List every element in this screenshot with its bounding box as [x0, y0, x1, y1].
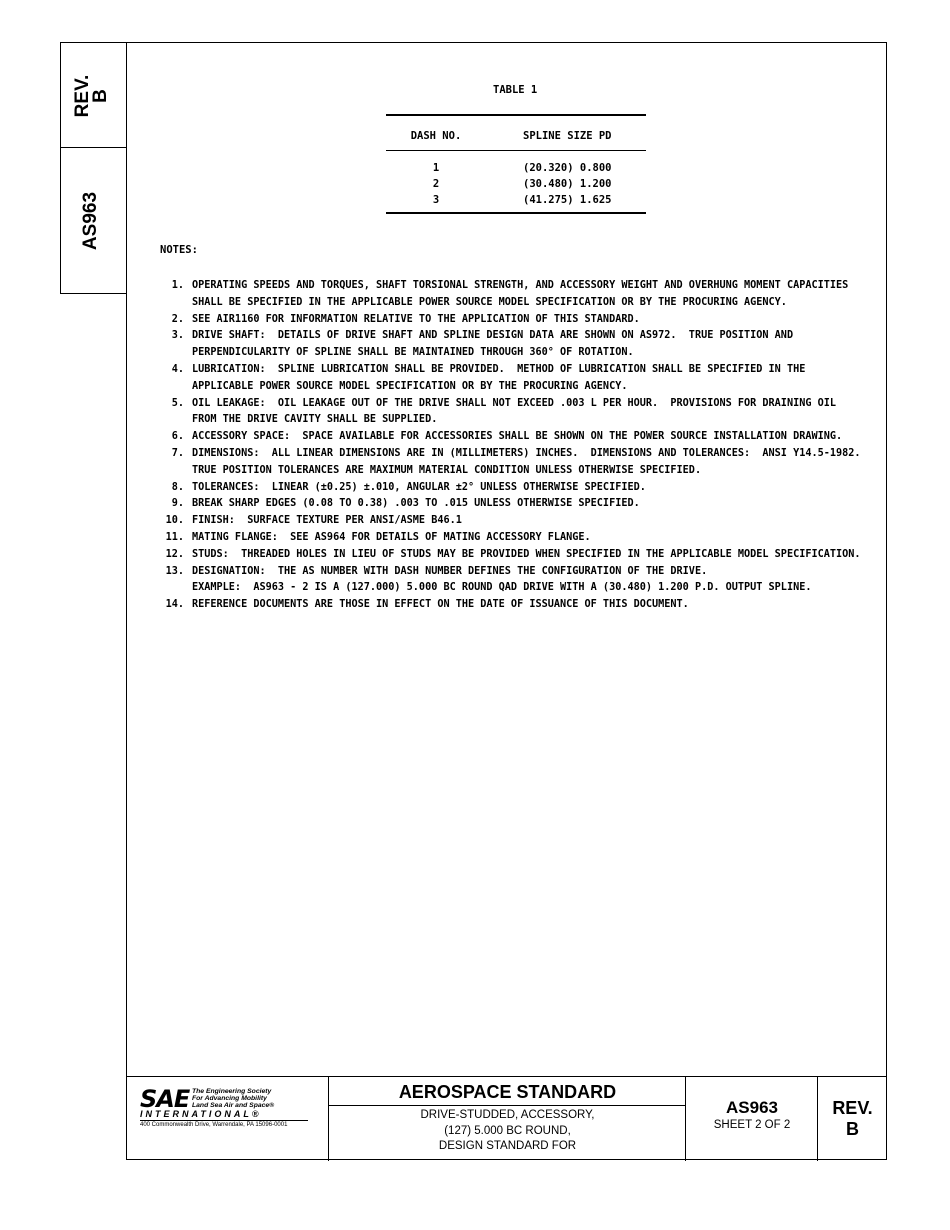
note-number: 2. — [171, 313, 184, 325]
note-text: DRIVE SHAFT: DETAILS OF DRIVE SHAFT AND SPLINE DESIGN DATA ARE SHOWN ON AS972. TRUE POSITION AND PERPENDICULARITY OF SPLINE SHALL BE MAINTAINED THROUGH 360° OF ROTATION. — [192, 330, 800, 359]
description-line: DESIGN STANDARD FOR — [438, 1140, 577, 1152]
note-number: 4. — [171, 363, 184, 375]
note-item — [154, 396, 864, 430]
notes-heading: NOTES: — [160, 244, 198, 256]
note-text: ACCESSORY SPACE: SPACE AVAILABLE FOR ACCESSORIES SHALL BE SHOWN ON THE POWER SOURCE INSTALLATION DRAWING. — [192, 431, 843, 443]
notes-list — [154, 278, 873, 614]
note-item — [154, 530, 864, 547]
note-number: 7. — [171, 447, 184, 459]
note-text: SEE AIR1160 FOR INFORMATION RELATIVE TO THE APPLICATION OF THIS STANDARD. — [192, 313, 640, 325]
sae-logo-mark: SAE — [140, 1085, 190, 1113]
note-text: OPERATING SPEEDS AND TORQUES, SHAFT TORSIONAL STRENGTH, AND ACCESSORY WEIGHT AND OVERHUNG MOMENT CAPACITIES SHALL BE SPECIFIED IN THE APPLICABLE POWER SOURCE MODEL SPECIFICATION OR BY THE PROCURING AGENCY. — [192, 280, 855, 308]
table-body — [386, 151, 646, 212]
dash-no-cell: 2 — [432, 178, 440, 190]
sae-international: INTERNATIONAL® — [140, 1109, 262, 1119]
standard-description — [329, 1108, 686, 1155]
note-item — [154, 362, 864, 396]
note-text: DESIGNATION: THE AS NUMBER WITH DASH NUMBER DEFINES THE CONFIGURATION OF THE DRIVE. EXAMPLE: AS963 - 2 IS A (127.000) 5.000 BC ROUND QAD DRIVE WITH A (30.480) 1.200 P.D. OUTPUT SPLINE. — [192, 565, 812, 594]
note-number: 10. — [165, 515, 184, 527]
note-text: BREAK SHARP EDGES (0.08 TO 0.38) .003 TO .015 UNLESS OTHERWISE SPECIFIED. — [192, 498, 640, 510]
note-number: 9. — [171, 498, 184, 510]
standard-title-cell — [329, 1077, 686, 1161]
description-line: DRIVE-STUDDED, ACCESSORY, — [420, 1109, 595, 1121]
table-title: TABLE 1 — [493, 84, 538, 96]
note-number: 1. — [171, 280, 184, 291]
note-text: FINISH: SURFACE TEXTURE PER ANSI/ASME B46.1 — [192, 515, 462, 527]
table-row — [386, 194, 646, 210]
note-item — [154, 480, 864, 497]
note-number: 11. — [165, 531, 184, 543]
note-text: OIL LEAKAGE: OIL LEAKAGE OUT OF THE DRIVE SHALL NOT EXCEED .003 L PER HOUR. PROVISIONS FOR DRAINING OIL FROM THE DRIVE CAVITY SHALL BE SUPPLIED. — [192, 397, 843, 426]
note-item — [154, 547, 864, 564]
sae-tagline: The Engineering Society For Advancing Mobility Land Sea Air and Space® — [192, 1088, 275, 1109]
note-text: DIMENSIONS: ALL LINEAR DIMENSIONS ARE IN (MILLIMETERS) INCHES. DIMENSIONS AND TOLERANCES: ANSI Y14.5-1982. TRUE POSITION TOLERANCES ARE MAXIMUM MATERIAL CONDITION UNLESS OTHERWISE SPECIFIED. — [192, 447, 873, 476]
document-number-cell — [686, 1077, 818, 1161]
side-rev-label: REV. — [72, 74, 93, 118]
note-item — [154, 513, 864, 530]
revision-value: B — [846, 1119, 859, 1139]
note-number: 14. — [165, 599, 184, 611]
note-number: 13. — [165, 565, 184, 577]
note-number: 6. — [171, 431, 184, 443]
document-number: AS963 — [726, 1098, 778, 1117]
dash-no-cell: 1 — [432, 162, 440, 174]
note-item — [154, 278, 864, 312]
table-header-row — [386, 130, 646, 147]
table-top-rule — [386, 114, 646, 116]
standard-title: AEROSPACE STANDARD — [398, 1082, 617, 1102]
sae-divider — [140, 1120, 308, 1121]
note-item — [154, 564, 864, 598]
note-text: STUDS: THREADED HOLES IN LIEU OF STUDS MAY BE PROVIDED WHEN SPECIFIED IN THE APPLICABLE MODEL SPECIFICATION. — [192, 548, 861, 560]
note-text: LUBRICATION: SPLINE LUBRICATION SHALL BE PROVIDED. METHOD OF LUBRICATION SHALL BE SPECIFIED IN THE APPLICABLE POWER SOURCE MODEL SPECIFICATION OR BY THE PROCURING AGENCY. — [192, 363, 812, 392]
note-number: 12. — [165, 548, 184, 560]
note-item — [154, 312, 864, 329]
side-rev-value: B — [90, 89, 111, 103]
spline-size-cell: (30.480) 1.200 — [523, 178, 612, 190]
note-number: 8. — [171, 481, 184, 493]
note-number: 5. — [171, 397, 184, 409]
side-divider — [60, 147, 126, 148]
note-item — [154, 496, 864, 513]
note-item — [154, 429, 864, 446]
table-bottom-rule — [386, 212, 646, 214]
note-number: 3. — [171, 330, 184, 342]
spline-table — [386, 114, 646, 214]
sae-logo-cell — [126, 1077, 329, 1161]
note-text: TOLERANCES: LINEAR (±0.25) ±.010, ANGULAR ±2° UNLESS OTHERWISE SPECIFIED. — [192, 481, 646, 493]
revision — [818, 1098, 887, 1140]
note-item — [154, 328, 864, 362]
dash-no-cell: 3 — [432, 194, 440, 206]
revision-cell — [818, 1077, 887, 1161]
note-item — [154, 597, 864, 614]
spline-size-cell: (20.320) 0.800 — [523, 162, 612, 174]
description-line: (127) 5.000 BC ROUND, — [444, 1124, 571, 1137]
side-doc-number: AS963 — [80, 191, 101, 251]
revision-label: REV. — [832, 1098, 873, 1118]
side-revision — [74, 46, 112, 146]
note-item — [154, 446, 873, 480]
sheet-number: SHEET 2 OF 2 — [713, 1119, 791, 1131]
header-spline-size: SPLINE SIZE PD — [523, 130, 612, 142]
title-block — [126, 1076, 887, 1160]
table-row — [386, 162, 646, 178]
header-dash-no: DASH NO. — [410, 130, 462, 142]
table-row — [386, 178, 646, 194]
spline-size-cell: (41.275) 1.625 — [523, 194, 612, 206]
note-text: REFERENCE DOCUMENTS ARE THOSE IN EFFECT ON THE DATE OF ISSUANCE OF THIS DOCUMENT. — [192, 599, 689, 611]
sae-address: 400 Commonwealth Drive, Warrendale, PA 15096-0001 — [140, 1122, 288, 1128]
note-text: MATING FLANGE: SEE AS964 FOR DETAILS OF MATING ACCESSORY FLANGE. — [192, 531, 591, 543]
standard-title-rule — [329, 1105, 686, 1106]
